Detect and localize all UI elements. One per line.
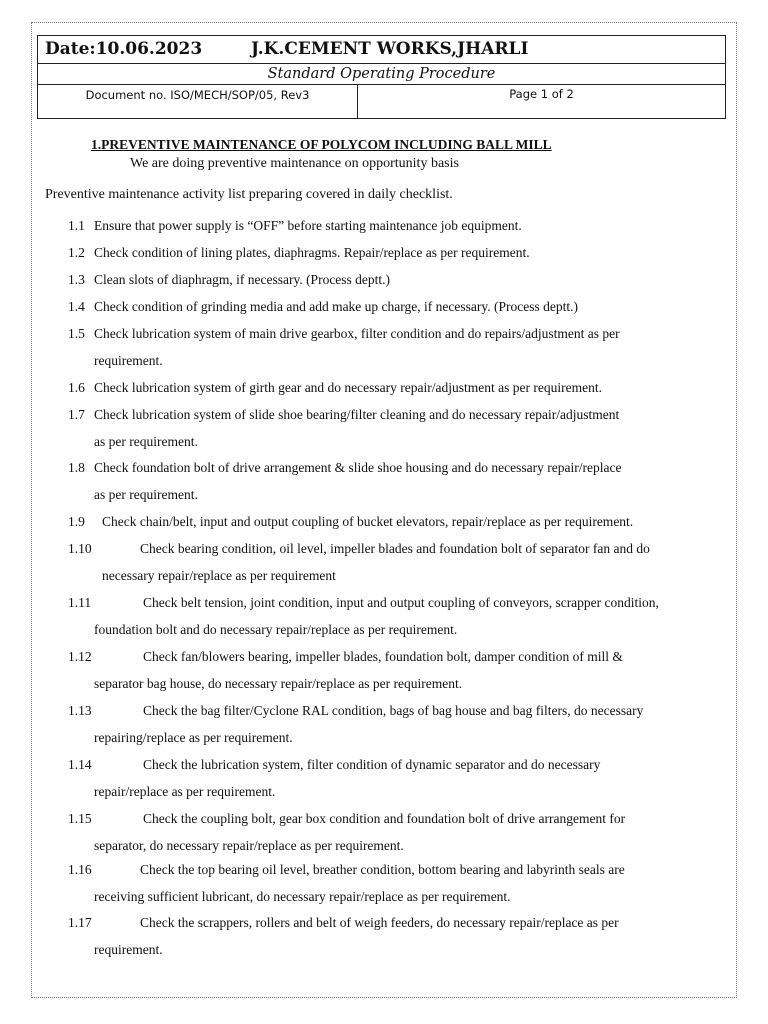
list-item-text: Check bearing condition, oil level, impeller blades and foundation bolt of separator fan and do [140,541,650,556]
header-date: Date:10.06.2023 [45,39,203,59]
header-doc-number: Document no. ISO/MECH/SOP/05, Rev3 [85,88,310,102]
list-item-text-continued: necessary repair/replace as per requirement [102,568,336,583]
list-item-text: Check lubrication system of girth gear and do necessary repair/adjustment as per requirement. [94,380,602,395]
list-item-text-continued: requirement. [94,942,163,957]
header-meta-row [38,85,725,118]
header-company-name: J.K.CEMENT WORKS,JHARLI [251,39,529,59]
list-item-text: Check the bag filter/Cyclone RAL condition, bags of bag house and bag filters, do necessary [143,703,644,718]
list-item-text: Check the lubrication system, filter condition of dynamic separator and do necessary [143,757,601,772]
document-header [37,35,726,119]
list-item-number: 1.3 [68,272,85,287]
list-item-number: 1.17 [68,915,92,930]
list-item-text-continued: separator, do necessary repair/replace as per requirement. [94,838,404,853]
list-item-number: 1.4 [68,299,85,314]
list-item-text-continued: requirement. [94,353,163,368]
section-title: 1.PREVENTIVE MAINTENANCE OF POLYCOM INCLUDING BALL MILL [91,137,552,152]
list-item-text: Ensure that power supply is “OFF” before starting maintenance job equipment. [94,218,522,233]
list-item-text: Check foundation bolt of drive arrangement & slide shoe housing and do necessary repair/replace [94,460,622,475]
list-item-text: Check the top bearing oil level, breather condition, bottom bearing and labyrinth seals are [140,862,625,877]
list-item-text: Check condition of grinding media and add make up charge, if necessary. (Process deptt.) [94,299,578,314]
list-item-number: 1.8 [68,460,85,475]
list-item-number: 1.13 [68,703,92,718]
section-intro: We are doing preventive maintenance on opportunity basis [130,156,459,171]
header-title-row [38,36,725,64]
list-item-text-continued: repair/replace as per requirement. [94,784,276,799]
list-item-number: 1.7 [68,407,85,422]
header-doc-type-row [38,64,725,85]
list-item-text-continued: foundation bolt and do necessary repair/replace as per requirement. [94,622,458,637]
list-item-number: 1.15 [68,811,92,826]
list-item-number: 1.1 [68,218,85,233]
header-page-number: Page 1 of 2 [509,87,574,101]
list-item-text: Check fan/blowers bearing, impeller blades, foundation bolt, damper condition of mill & [143,649,623,664]
header-doc-number-cell [38,85,358,118]
section-lead: Preventive maintenance activity list preparing covered in daily checklist. [45,187,453,202]
list-item-text: Check lubrication system of slide shoe bearing/filter cleaning and do necessary repair/adjustment [94,407,620,422]
list-item-text: Check belt tension, joint condition, input and output coupling of conveyors, scrapper condition, [143,595,659,610]
list-item-text-continued: as per requirement. [94,487,198,502]
list-item-text: Check condition of lining plates, diaphragms. Repair/replace as per requirement. [94,245,530,260]
list-item-number: 1.14 [68,757,92,772]
header-doc-type: Standard Operating Procedure [267,66,496,82]
list-item-number: 1.6 [68,380,85,395]
list-item-text-continued: separator bag house, do necessary repair/replace as per requirement. [94,676,463,691]
header-page-number-cell [358,85,725,118]
list-item-number: 1.5 [68,326,85,341]
list-item-text: Clean slots of diaphragm, if necessary. (Process deptt.) [94,272,391,287]
list-item-text: Check chain/belt, input and output coupling of bucket elevators, repair/replace as per requirement. [102,514,634,529]
list-item-number: 1.12 [68,649,92,664]
list-item-number: 1.11 [68,595,92,610]
list-item-text-continued: repairing/replace as per requirement. [94,730,293,745]
list-item-number: 1.16 [68,862,92,877]
list-item-text: Check the coupling bolt, gear box condition and foundation bolt of drive arrangement for [143,811,626,826]
list-item-text-continued: receiving sufficient lubricant, do necessary repair/replace as per requirement. [94,889,511,904]
list-item-number: 1.9 [68,514,85,529]
list-item-text: Check the scrappers, rollers and belt of weigh feeders, do necessary repair/replace as per [140,915,619,930]
list-item-number: 1.10 [68,541,92,556]
list-item-text-continued: as per requirement. [94,434,198,449]
list-item-number: 1.2 [68,245,85,260]
list-item-text: Check lubrication system of main drive gearbox, filter condition and do repairs/adjustment as per [94,326,620,341]
